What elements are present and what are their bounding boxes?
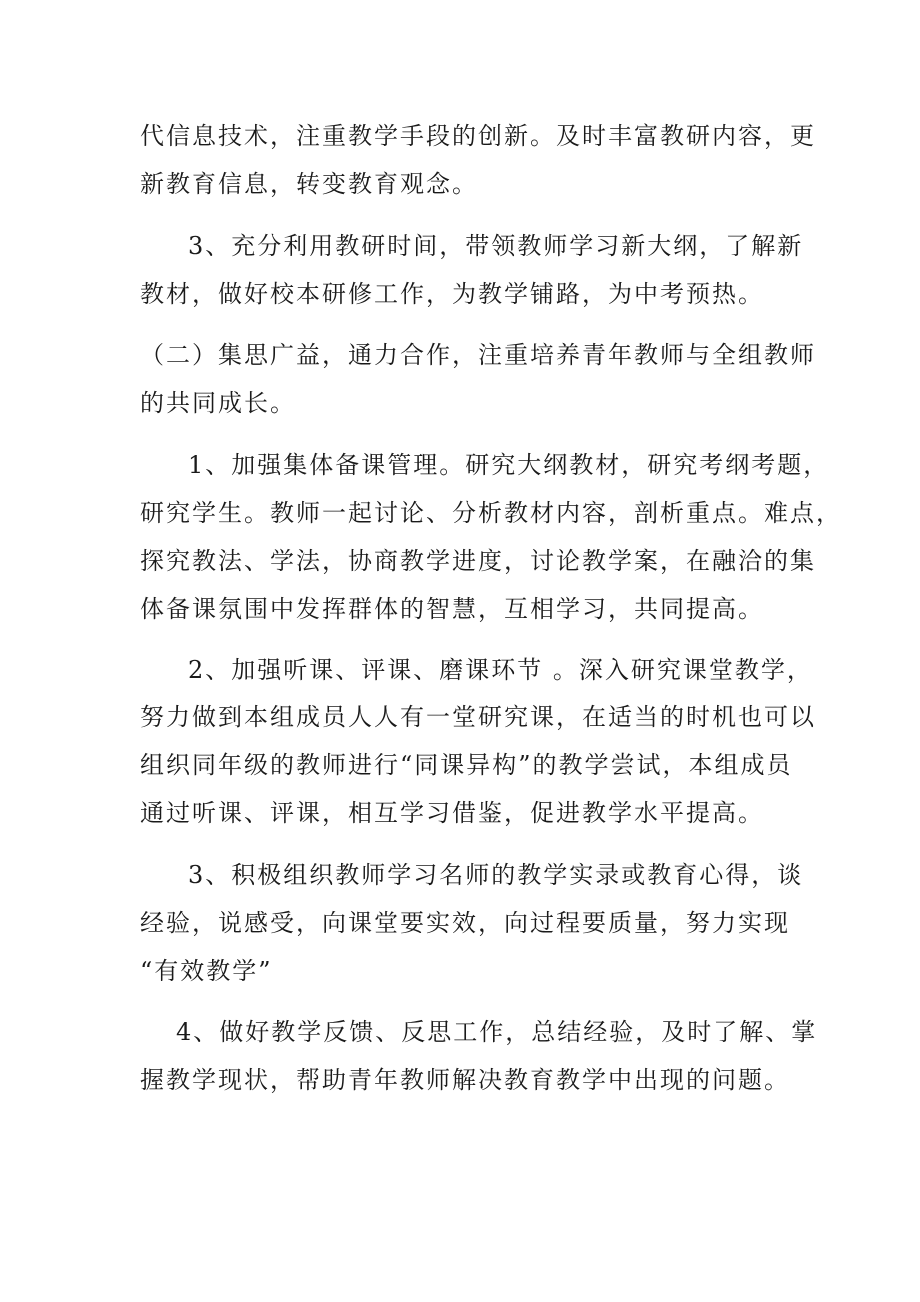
text-line: 教材，做好校本研修工作，为教学铺路，为中考预热。 xyxy=(140,280,764,308)
text-line: 组织同年级的教师进行“同课异构”的教学尝试，本组成员 xyxy=(140,751,793,779)
text-line: 3、积极组织教师学习名师的教学实录或教育心得，谈 xyxy=(188,861,804,889)
text-line: 4、做好教学反馈、反思工作，总结经验，及时了解、掌 xyxy=(176,1018,818,1046)
text-line: 代信息技术，注重教学手段的创新。及时丰富教研内容，更 xyxy=(140,122,816,150)
text-line: 经验，说感受，向课堂要实效，向过程要质量，努力实现 xyxy=(140,909,790,937)
text-line: 新教育信息，转变教育观念。 xyxy=(140,170,478,198)
text-line: 努力做到本组成员人人有一堂研究课，在适当的时机也可以 xyxy=(140,703,816,731)
text-line: “有效教学” xyxy=(140,957,273,985)
text-line: （二）集思广益，通力合作，注重培养青年教师与全组教师 xyxy=(140,341,816,369)
text-line: 探究教法、学法，协商教学进度，讨论教学案，在融洽的集 xyxy=(140,547,816,575)
text-line: 2、加强听课、评课、磨课环节 。深入研究课堂教学， xyxy=(188,656,813,684)
text-line: 3、充分利用教研时间，带领教师学习新大纲，了解新 xyxy=(188,232,804,260)
text-line: 1、加强集体备课管理。研究大纲教材，研究考纲考题， xyxy=(188,451,830,479)
text-line: 研究学生。教师一起讨论、分析教材内容，剖析重点。难点， xyxy=(140,499,842,527)
text-line: 的共同成长。 xyxy=(140,389,296,417)
text-line: 握教学现状，帮助青年教师解决教育教学中出现的问题。 xyxy=(140,1066,790,1094)
text-line: 体备课氛围中发挥群体的智慧，互相学习，共同提高。 xyxy=(140,595,764,623)
text-line: 通过听课、评课，相互学习借鉴，促进教学水平提高。 xyxy=(140,799,764,827)
